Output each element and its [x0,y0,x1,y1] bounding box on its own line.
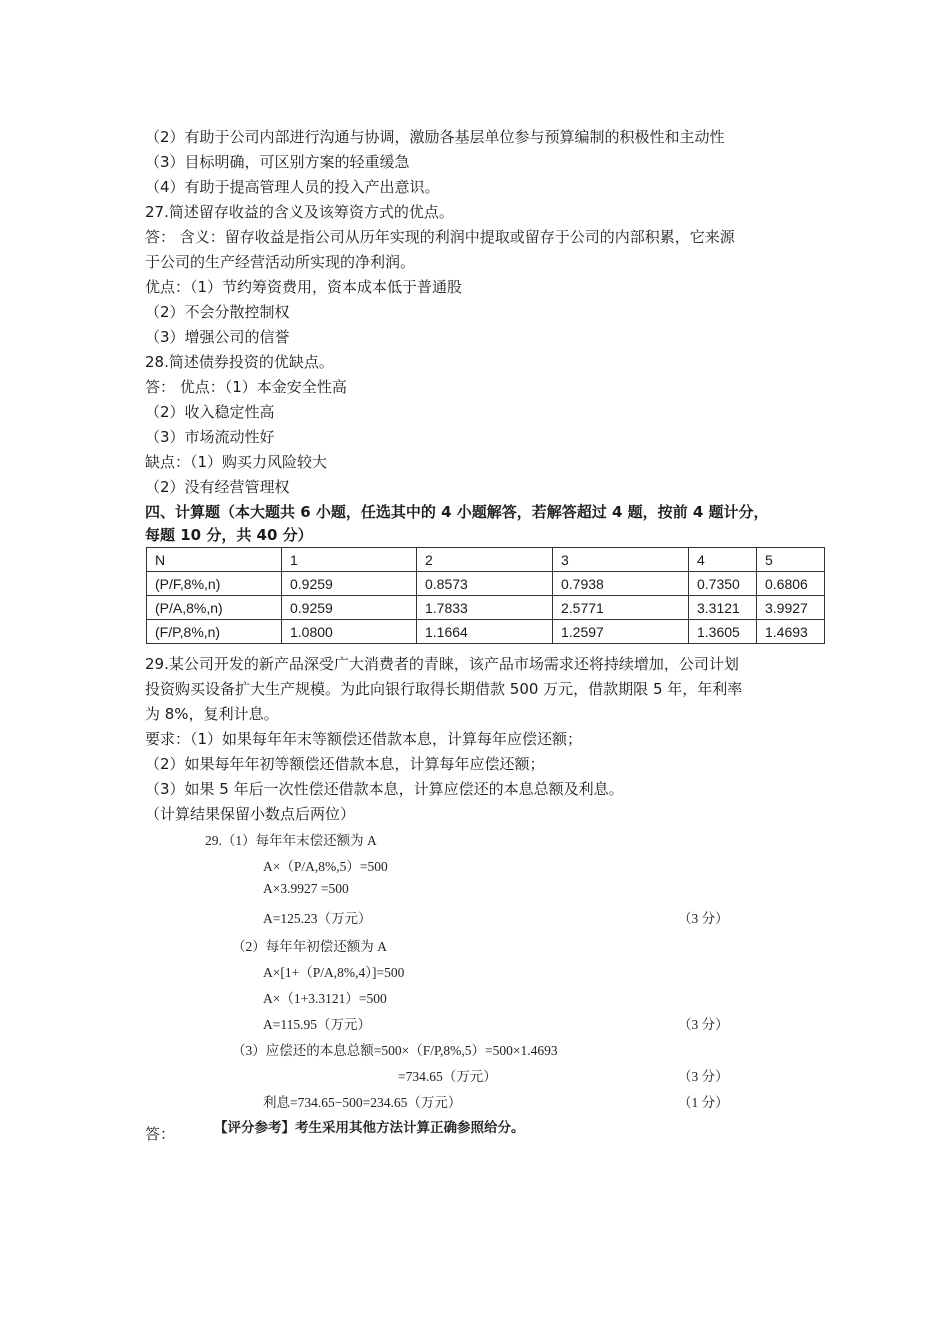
section-heading: 四、计算题（本大题共 6 小题，任选其中的 4 小题解答，若解答超过 4 题，按前 4 题计分， [145,503,769,521]
table-cell: 0.6806 [757,572,825,596]
scan-line: 29.（1）每年年末偿还额为 A [205,833,377,848]
table-cell: (P/A,8%,n) [147,596,282,620]
table-cell: 5 [757,548,825,572]
table-cell: 0.7350 [689,572,757,596]
table-cell: 0.9259 [282,596,417,620]
answer-label: 答： [145,1125,176,1143]
score-label: （1 分） [678,1095,729,1110]
scan-line: A×（P/A,8%,5）=500 [263,859,388,874]
scan-line: （2）每年年初偿还额为 A [232,939,387,954]
text-line: （2）收入稳定性高 [145,403,275,421]
text-line: （计算结果保留小数点后两位） [145,805,356,823]
table-cell: 0.8573 [417,572,553,596]
table-cell: 4 [689,548,757,572]
score-label: （3 分） [678,1017,729,1032]
text-line: （3）目标明确，可区别方案的轻重缓急 [145,153,410,171]
question-29: 29.某公司开发的新产品深受广大消费者的青睐，该产品市场需求还将持续增加，公司计划 [145,655,739,673]
scan-line: A×3.9927 =500 [263,881,349,896]
question-28: 28.简述债券投资的优缺点。 [145,353,334,371]
question-27: 27.简述留存收益的含义及该筹资方式的优点。 [145,203,454,221]
text-line: 为 8%，复利计息。 [145,705,279,723]
table-cell: 1.4693 [757,620,825,644]
table-row [147,596,825,620]
scan-line: =734.65（万元） [398,1069,497,1084]
text-line: 答： 优点：（1）本金安全性高 [145,378,347,396]
text-line: （2）不会分散控制权 [145,303,290,321]
text-line: 缺点：（1）购买力风险较大 [145,453,328,471]
table-header-row [147,548,825,572]
table-cell: 1.3605 [689,620,757,644]
scan-line: 利息=734.65−500=234.65（万元） [263,1095,462,1110]
text-line: （2）如果每年年初等额偿还借款本息，计算每年应偿还额； [145,755,545,773]
table-cell: 1.0800 [282,620,417,644]
table-cell: (F/P,8%,n) [147,620,282,644]
text-line: （3）市场流动性好 [145,428,275,446]
table-cell: 1.7833 [417,596,553,620]
text-line: 答： 含义：留存收益是指公司从历年实现的利润中提取或留存于公司的内部积累，它来源 [145,228,735,246]
text-line: （4）有助于提高管理人员的投入产出意识。 [145,178,440,196]
table-cell: 3 [553,548,689,572]
table-cell: 1.2597 [553,620,689,644]
table-cell: 0.9259 [282,572,417,596]
text-line: （3）如果 5 年后一次性偿还借款本息，计算应偿还的本息总额及利息。 [145,780,624,798]
scan-line: A×[1+（P/A,8%,4）]=500 [263,965,405,980]
scan-line: A×（1+3.3121）=500 [263,991,387,1006]
text-line: 优点：（1）节约筹资费用，资本成本低于普通股 [145,278,463,296]
text-line: （2）没有经营管理权 [145,478,290,496]
score-label: （3 分） [678,1069,729,1084]
scan-line: A=115.95（万元） [263,1017,371,1032]
text-line: 要求：（1）如果每年年末等额偿还借款本息，计算每年应偿还额； [145,730,583,748]
scan-line: （3）应偿还的本息总额=500×（F/P,8%,5）=500×1.4693 [232,1043,558,1058]
text-line: （3）增强公司的信誉 [145,328,290,346]
table-cell: 1.1664 [417,620,553,644]
table-cell: 2 [417,548,553,572]
table-cell: 0.7938 [553,572,689,596]
grading-note: 【评分参考】考生采用其他方法计算正确参照给分。 [214,1120,525,1135]
table-cell: (P/F,8%,n) [147,572,282,596]
text-line: 投资购买设备扩大生产规模。为此向银行取得长期借款 500 万元，借款期限 5 年，年利率 [145,680,743,698]
table-cell: 3.9927 [757,596,825,620]
scan-line: A=125.23（万元） [263,911,372,926]
text-line: 于公司的生产经营活动所实现的净利润。 [145,253,416,271]
table-cell: 3.3121 [689,596,757,620]
factor-table [146,547,825,644]
table-row [147,572,825,596]
score-label: （3 分） [678,911,729,926]
table-cell: 1 [282,548,417,572]
table-row [147,620,825,644]
table-cell: N [147,548,282,572]
table-cell: 2.5771 [553,596,689,620]
text-line: （2）有助于公司内部进行沟通与协调，激励各基层单位参与预算编制的积极性和主动性 [145,128,725,146]
section-heading-cont: 每题 10 分，共 40 分） [145,526,313,544]
